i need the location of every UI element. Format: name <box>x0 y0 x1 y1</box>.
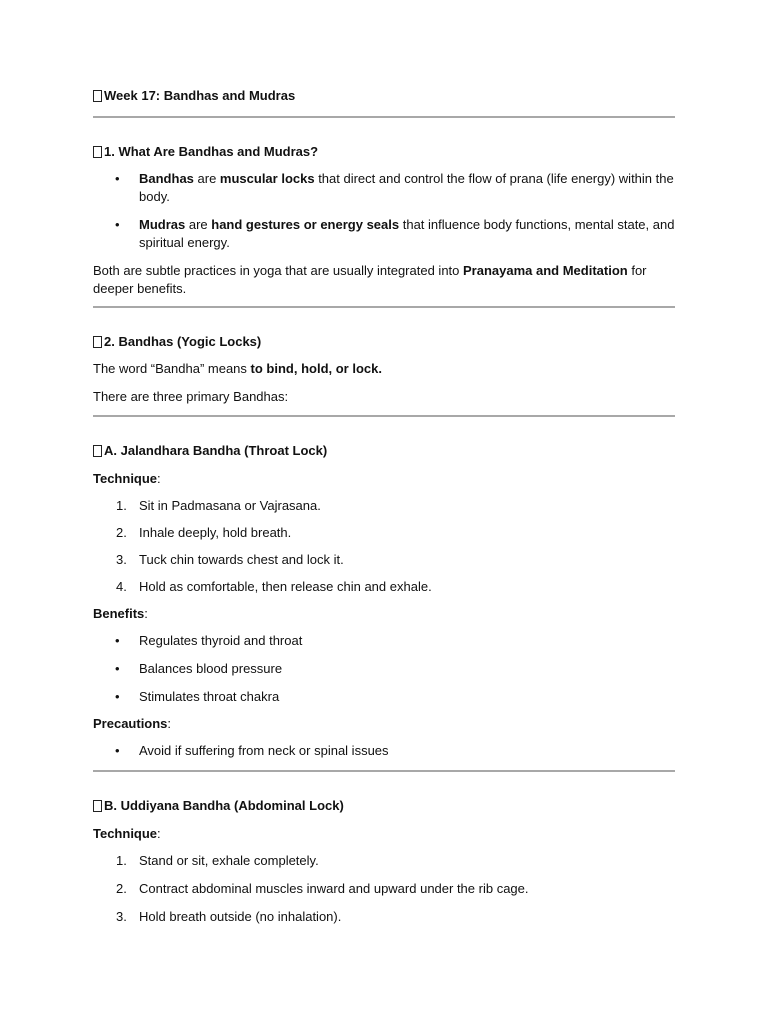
label-precautions: Precautions: <box>93 716 172 731</box>
list-item: • Balances blood pressure <box>93 660 675 678</box>
missing-glyph-icon <box>93 445 102 457</box>
label-benefits: Benefits: <box>93 606 148 621</box>
list-item: • Bandhas are muscular locks that direct and control the flow of prana (life energy) within the body. <box>93 170 675 206</box>
section-heading: 1. What Are Bandhas and Mudras? <box>93 143 675 161</box>
divider <box>93 306 675 308</box>
document-content <box>93 86 675 926</box>
list-item: • Mudras are hand gestures or energy seals that influence body functions, mental state, and spiritual energy. <box>93 216 675 252</box>
section-heading: 2. Bandhas (Yogic Locks) <box>93 333 675 351</box>
bullet-list <box>93 742 675 760</box>
paragraph: There are three primary Bandhas: <box>93 389 289 404</box>
page-title: Week 17: Bandhas and Mudras <box>93 87 675 105</box>
label-technique: Technique: <box>93 826 161 841</box>
label-technique: Technique: <box>93 471 161 486</box>
divider <box>93 770 675 772</box>
missing-glyph-icon <box>93 146 102 158</box>
list-item: 3. Tuck chin towards chest and lock it. <box>116 552 344 567</box>
paragraph: The word “Bandha” means to bind, hold, or lock. <box>93 361 382 376</box>
paragraph: Both are subtle practices in yoga that are usually integrated into Pranayama and Meditation for deeper benefits. <box>93 263 647 296</box>
missing-glyph-icon <box>93 336 102 348</box>
list-item: • Avoid if suffering from neck or spinal issues <box>93 742 675 760</box>
list-item: 1. Stand or sit, exhale completely. <box>116 853 319 868</box>
divider <box>93 116 675 118</box>
numbered-list <box>93 497 675 596</box>
list-item: • Regulates thyroid and throat <box>93 632 675 650</box>
list-item: 2. Contract abdominal muscles inward and upward under the rib cage. <box>116 881 529 896</box>
list-item: • Stimulates throat chakra <box>93 688 675 706</box>
list-item: 2. Inhale deeply, hold breath. <box>116 525 292 540</box>
subsection-heading: B. Uddiyana Bandha (Abdominal Lock) <box>93 797 675 815</box>
list-item: 3. Hold breath outside (no inhalation). <box>116 909 342 924</box>
bullet-list <box>93 632 675 706</box>
list-item: 1. Sit in Padmasana or Vajrasana. <box>116 498 321 513</box>
missing-glyph-icon <box>93 800 102 812</box>
missing-glyph-icon <box>93 90 102 102</box>
numbered-list <box>93 852 675 926</box>
subsection-heading: A. Jalandhara Bandha (Throat Lock) <box>93 442 675 460</box>
list-item: 4. Hold as comfortable, then release chin and exhale. <box>116 579 432 594</box>
divider <box>93 415 675 417</box>
bullet-list <box>93 170 675 252</box>
